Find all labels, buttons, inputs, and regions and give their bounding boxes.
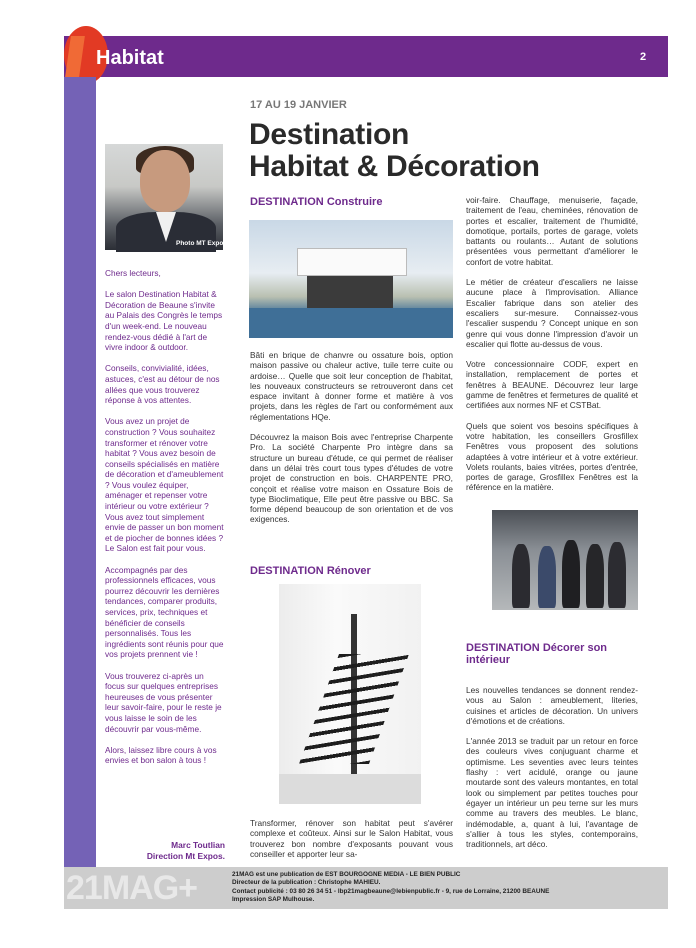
editorial-paragraph: Chers lecteurs, [105,268,161,278]
subhead-word: Construire [326,196,383,208]
staircase-photo [279,584,421,804]
subhead-prefix: DESTINATION [250,565,324,577]
editorial-paragraph: Le salon Destination Habitat & Décoration de Beaune s'invite au Palais des Congrès le temps d'un week-end. Le nouveau rendez-vous dédié à l'art de vivre indoor & outdoor. [105,289,223,353]
article-title-line2: Habitat & Décoration [249,150,540,183]
page-number: 2 [640,51,647,63]
house-ground-floor [307,276,393,308]
body-paragraph: Les nouvelles tendances se donnent rendez-vous au Salon : ameublement, literies, cuisines et articles de décoration. Un univers d'émotions et de créations. [466,685,638,726]
construire-text [250,350,453,535]
footer-line: Impression SAP Mulhouse. [232,896,315,904]
footer-credits [232,871,549,905]
team-person [538,546,556,608]
subhead-word: Rénover [326,565,371,577]
renover-text [250,818,453,869]
subhead-decorer [466,642,638,666]
team-person [608,542,626,608]
column3-text [466,195,638,503]
body-paragraph: Le métier de créateur d'escaliers ne laisse aucune place à l'improvisation. Alliance Escalier fabrique dans son atelier des escaliers sur-mesure. Connaissez-vous l'escalier suspendu ? Concept unique en son genre qui vous donne l'impression d'avoir un escalier qui flotte au-dessus de vous. [466,277,638,349]
signature-name: Marc Toutlian [171,840,225,850]
stair-floor [279,774,421,804]
body-paragraph: voir-faire. Chauffage, menuiserie, façade, traitement de l'eau, cheminées, rénovation de portes et escalier, traitement de l'humidité, domotique, portails, portes de garage, volets battants ou roulants… Autant de solutions présentées vous permettant d'améliorer le confort de votre habitat. [466,195,638,267]
signature-role: Direction Mt Expos. [146,851,225,861]
body-paragraph: Votre concessionnaire CODF, expert en installation, remplacement de portes et fenêtres à BEAUNE. Découvrez leur large gamme de fenêtres et fermetures de qualité et certifiées aux normes NF et CSTBat. [466,359,638,411]
body-paragraph: Transformer, rénover son habitat peut s'avérer complexe et coûteux. Ainsi sur le Salon Habitat, vous trouverez bon nombre d'exposants pouvant vous conseiller et apporter leur sa- [250,818,453,859]
editorial-paragraph: Alors, laissez libre cours à vos envies et bon salon à tous ! [105,744,217,766]
subhead-prefix: DESTINATION [466,642,540,654]
team-person [586,544,604,608]
event-dates: 17 AU 19 JANVIER [250,99,347,111]
house-upper-floor [297,248,407,276]
house-photo [249,220,453,338]
team-photo [492,510,638,610]
footer-line: Directeur de la publication : Christophe MAHIEU. [232,879,381,887]
subhead-renover [250,565,371,577]
team-person [512,544,530,608]
article-title-line1: Destination [249,118,410,151]
editorial-paragraph: Vous trouverez ci-après un focus sur quelques entreprises heureuses de vous présenter leur savoir-faire, pour le reste je vous laisse le soin de les découvrir par vous-même. [105,670,222,734]
section-title: Habitat [96,47,164,69]
house-pool [249,308,453,338]
body-paragraph: Découvrez la maison Bois avec l'entreprise Charpente Pro. La société Charpente Pro intègre dans sa structure un bureau d'étude, ce qui permet de réaliser dans un délai très court tous types d'études de votre projet de construction en bois. CHARPENTE PRO, conçoit et réalise votre maison en Ossature Bois de type Bioclimatique, Elle peut être passive ou BBC. Sa forme dépend beaucoup de son orientation et de vos exigences. [250,432,453,525]
editorial-paragraph: Vous avez un projet de construction ? Vous souhaitez transformer et rénover votre habitat ? Vous avez besoin de conseils spécialisés en matière de décoration et d'ameublement ? Vous voulez équiper, aménager et repenser votre intérieur ou votre extérieur ? Vous avez tout simplement envie de passer un bon moment et de piocher de bonnes idées ? Le Salon est fait pour vous. [105,416,224,554]
subhead-prefix: DESTINATION [250,196,324,208]
body-paragraph: L'année 2013 se traduit par un retour en force des couleurs vives conjuguant charme et optimisme. Les seventies avec leurs teintes flashy : vert acidulé, orange ou jaune moutarde sont des valeurs montantes, en total look ou simplement par petites touches pour égayer un intérieur un peu terne sur les murs comme au travers des meubles. Le blanc, indémodable, a, quant à lui, l'avantage de s'allier à tous les styles, contemporains, traditionnels, art déco. [466,736,638,850]
side-color-band [64,77,96,867]
body-paragraph: Quels que soient vos besoins spécifiques à votre habitation, les conseillers Grosfillex Fenêtres vous proposent des solutions adaptées à votre intérieur et à votre extérieur. Volets roulants, baies vitrées, portes d'entrée, portes de garage, Grosfillex Fenêtres est la référence en la matière. [466,420,638,493]
stair-steps [299,654,409,764]
subhead-word-2: intérieur [466,654,511,666]
subhead-construire [250,196,382,208]
footer-line: Contact publicité : 03 80 26 34 51 - lbp21magbeaune@lebienpublic.fr - 9, rue de Lorraine, 21200 BEAUNE [232,887,550,895]
decorer-text [466,685,638,859]
footer-logo [66,867,197,909]
editorial-text [105,268,225,777]
team-person [562,540,580,608]
footer-logo-text: 21MAG [66,869,179,907]
author-photo-face [140,150,190,212]
footer-logo-plus: + [178,869,197,907]
editorial-paragraph: Conseils, convivialité, idées, astuces, c'est au détour de nos allées que vous trouverez réponse à vos attentes. [105,363,220,406]
body-paragraph: Bâti en brique de chanvre ou ossature bois, option maison passive ou chaleur active, tuile terre cuite ou ardoise… Quelle que soit leur conception de l'habitat, les nouveaux constructeurs se retrouveront dans cet espace invitant à donner forme et matière à vos projets, dans les règles de l'art ou conformément aux réglementations HQe. [250,350,453,422]
editorial-signature [105,840,225,862]
subhead-word: Décorer son [542,642,608,654]
photo-credit: Photo MT Expo [176,240,224,247]
footer-line: 21MAG est une publication de EST BOURGOGNE MEDIA - LE BIEN PUBLIC [232,871,461,878]
editorial-paragraph: Accompagnés par des professionnels efficaces, vous pourrez découvrir les dernières tendances, comparer produits, services, prix, techniques et bénéficier de conseils personnalisés. Tous les ingrédients sont réunis pour que vos projets prennent vie ! [105,564,224,660]
